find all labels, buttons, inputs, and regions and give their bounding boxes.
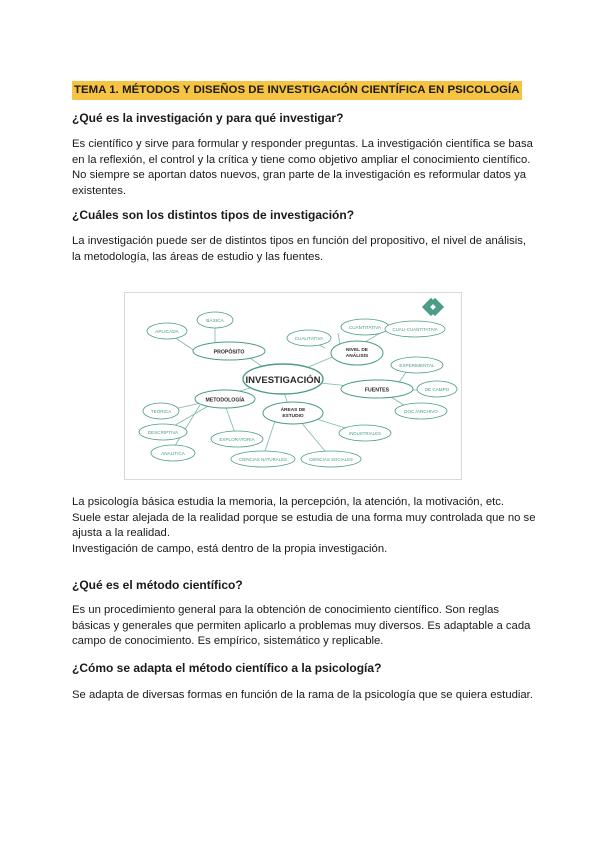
node-metodologia [195, 390, 255, 408]
node-de-campo [417, 381, 457, 397]
svg-text:CUANTITATIVA: CUANTITATIVA [348, 325, 382, 330]
paragraph-line: campo de conocimiento. Es empírico, sistemático y replicable. [72, 635, 384, 648]
investigation-mind-map [124, 292, 462, 480]
svg-text:DE CAMPO: DE CAMPO [424, 387, 450, 392]
node-teorica [143, 403, 179, 419]
node-industriales [339, 425, 391, 441]
node-descriptiva [139, 424, 187, 440]
paragraph-line: Investigación de campo, está dentro de la propia investigación. [72, 542, 388, 555]
section-heading-4: ¿Cómo se adapta el método científico a la psicología? [72, 661, 382, 675]
svg-text:EXPLORATORIA: EXPLORATORIA [219, 437, 255, 442]
section-heading-2: ¿Cuáles son los distintos tipos de investigación? [72, 208, 355, 222]
paragraph-line: básicas y generales que permiten aplicarlo a problemas muy diversos. Es adaptable a cada [72, 619, 531, 632]
svg-text:INVESTIGACIÓN: INVESTIGACIÓN [245, 375, 321, 386]
svg-text:BÁSICA: BÁSICA [206, 319, 224, 324]
node-cuali-cuantitativa [385, 321, 445, 337]
paragraph-line: No siempre se aportan datos nuevos, gran parte de la investigación es reformular datos ya [72, 169, 527, 182]
svg-text:EXPERIMENTAL: EXPERIMENTAL [399, 363, 435, 368]
svg-text:ÁREAS DE: ÁREAS DE [280, 408, 306, 413]
node-areas-estudio [263, 402, 323, 424]
svg-text:ANALÍTICA: ANALÍTICA [161, 451, 185, 456]
node-documental [395, 403, 447, 419]
node-exploratoria [211, 431, 263, 447]
svg-text:CUALITATIVA: CUALITATIVA [294, 336, 324, 341]
svg-text:FUENTES: FUENTES [364, 387, 390, 394]
node-ciencias-naturales [231, 451, 295, 467]
paragraph-line: La psicología básica estudia la memoria, la percepción, la atención, la motivación, etc. [72, 496, 505, 508]
paragraph-line: Se adapta de diversas formas en función de la rama de la psicología que se quiera estudiar. [72, 689, 533, 701]
svg-text:DESCRIPTIVA: DESCRIPTIVA [147, 430, 179, 435]
paragraph-line: existentes. [72, 184, 127, 197]
section-paragraph-3 [72, 603, 542, 650]
node-aplicada [147, 323, 187, 339]
svg-text:CIENCIAS SOCIALES: CIENCIAS SOCIALES [309, 457, 353, 462]
svg-text:INDUSTRIALES: INDUSTRIALES [349, 431, 381, 436]
svg-text:ANÁLISIS: ANÁLISIS [345, 354, 369, 359]
section-heading-1: ¿Qué es la investigación y para qué investigar? [72, 111, 344, 125]
paragraph-line: ajusta a la realidad. [72, 527, 170, 540]
svg-text:METODOLOGÍA: METODOLOGÍA [205, 397, 245, 404]
node-ciencias-sociales [301, 451, 361, 467]
mind-map-svg [125, 293, 461, 479]
svg-text:TEÓRICA: TEÓRICA [150, 409, 172, 414]
svg-text:CIENCIAS NATURALES: CIENCIAS NATURALES [239, 457, 287, 462]
section-paragraph-2 [72, 234, 542, 265]
node-experimental [391, 357, 443, 373]
node-cualitativa [287, 330, 331, 346]
node-proposito [193, 342, 265, 360]
node-nivel-analisis [331, 341, 383, 365]
paragraph-line: La investigación puede ser de distintos tipos en función del propositivo, el nivel de análisis, [72, 235, 527, 247]
paragraph-line: en la reflexión, el control y la crítica y tiene como objetivo ampliar el conocimiento científico. [72, 153, 531, 166]
paragraph-line: Suele estar alejada de la realidad porque se estudia de una forma muy controlada que no se [72, 511, 536, 524]
section-heading-3: ¿Qué es el método científico? [72, 578, 243, 592]
node-investigacion [243, 364, 323, 394]
paragraph-line: Es científico y sirve para formular y responder preguntas. La investigación científica se basa [72, 138, 533, 150]
logo-icon [424, 300, 442, 314]
node-cuantitativa [341, 319, 389, 335]
section-paragraph-1 [72, 137, 542, 199]
svg-text:NIVEL DE: NIVEL DE [345, 348, 369, 353]
node-fuentes [341, 380, 413, 398]
paragraph-line: la metodología, las áreas de estudio y las fuentes. [72, 250, 324, 263]
section-paragraph-4 [72, 688, 542, 704]
svg-text:APLICADA: APLICADA [155, 330, 179, 335]
page-title: TEMA 1. MÉTODOS Y DISEÑOS DE INVESTIGACIÓN CIENTÍFICA EN PSICOLOGÍA [72, 81, 522, 100]
svg-text:ESTUDIO: ESTUDIO [282, 414, 304, 419]
svg-text:CUALI-CUANTITATIVA: CUALI-CUANTITATIVA [392, 327, 438, 332]
node-analitica [151, 445, 195, 461]
after-figure-paragraph [72, 495, 542, 557]
paragraph-line: Es un procedimiento general para la obtención de conocimiento científico. Son reglas [72, 604, 500, 616]
svg-text:PROPÓSITO: PROPÓSITO [213, 349, 245, 356]
svg-text:DOC./ARCHIVO: DOC./ARCHIVO [404, 409, 438, 414]
node-basica [197, 312, 233, 328]
